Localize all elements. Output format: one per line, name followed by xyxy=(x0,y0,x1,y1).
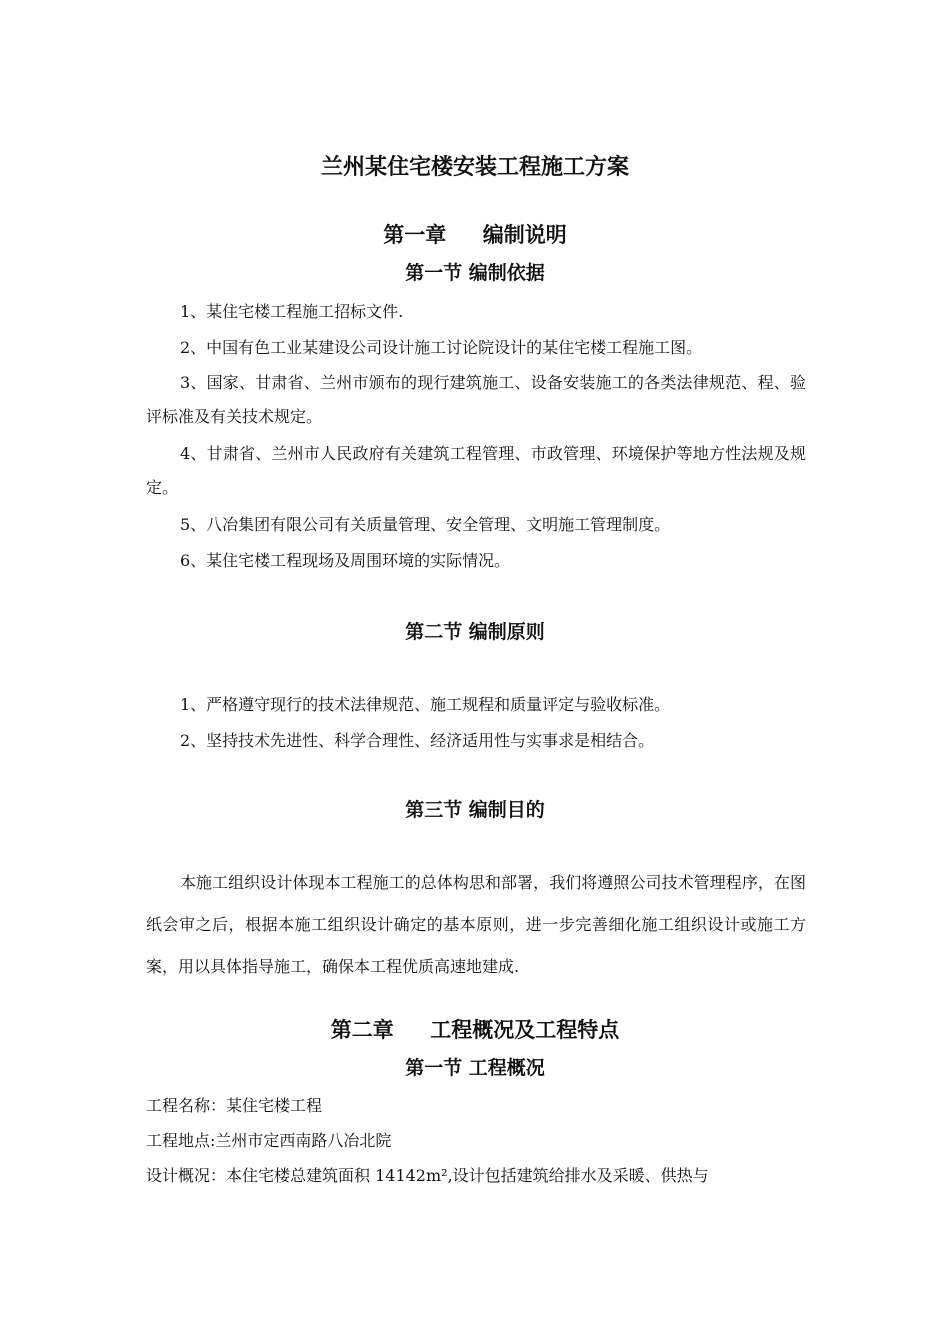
chapter-2-section-1-heading: 第一节 工程概况 xyxy=(405,1057,545,1079)
chapter-2-heading: 第二章 工程概况及工程特点 xyxy=(330,1018,620,1042)
basis-item-6: 6、某住宅楼工程现场及周围环境的实际情况。 xyxy=(180,551,511,570)
project-name-line: 工程名称：某住宅楼工程 xyxy=(146,1096,323,1115)
principle-item-2: 2、坚持技术先进性、科学合理性、经济适用性与实事求是相结合。 xyxy=(180,731,655,750)
chapter-1-section-1-heading: 第一节 编制依据 xyxy=(405,262,545,284)
basis-item-2: 2、中国有色工业某建设公司设计施工讨论院设计的某住宅楼工程施工图。 xyxy=(180,338,703,357)
chapter-1-heading: 第一章 编制说明 xyxy=(383,223,567,247)
principle-item-1: 1、严格遵守现行的技术法律规范、施工规程和质量评定与验收标准。 xyxy=(180,695,671,714)
document-title: 兰州某住宅楼安装工程施工方案 xyxy=(320,155,629,180)
purpose-paragraph: 本施工组织设计体现本工程施工的总体构思和部署，我们将遵照公司技术管理程序，在图纸会审之后，根据本施工组织设计确定的基本原则，进一步完善细化施工组织设计或施工方案，用以具体指导施工，确保本工程优质高速地建成. xyxy=(146,873,806,976)
design-overview-line: 设计概况：本住宅楼总建筑面积 14142m²,设计包括建筑给排水及采暖、供热与 xyxy=(146,1166,709,1185)
basis-item-3: 3、国家、甘肃省、兰州市颁布的现行建筑施工、设备安装施工的各类法律规范、程、验评标准及有关技术规定。 xyxy=(146,373,806,426)
basis-item-1: 1、某住宅楼工程施工招标文件. xyxy=(180,302,404,321)
basis-item-4: 4、甘肃省、兰州市人民政府有关建筑工程管理、市政管理、环境保护等地方性法规及规定。 xyxy=(146,444,806,497)
project-location-line: 工程地点:兰州市定西南路八冶北院 xyxy=(146,1131,392,1150)
chapter-1-section-3-heading: 第三节 编制目的 xyxy=(405,799,545,821)
basis-item-5: 5、八冶集团有限公司有关质量管理、安全管理、文明施工管理制度。 xyxy=(180,515,671,534)
chapter-1-section-2-heading: 第二节 编制原则 xyxy=(405,621,545,643)
